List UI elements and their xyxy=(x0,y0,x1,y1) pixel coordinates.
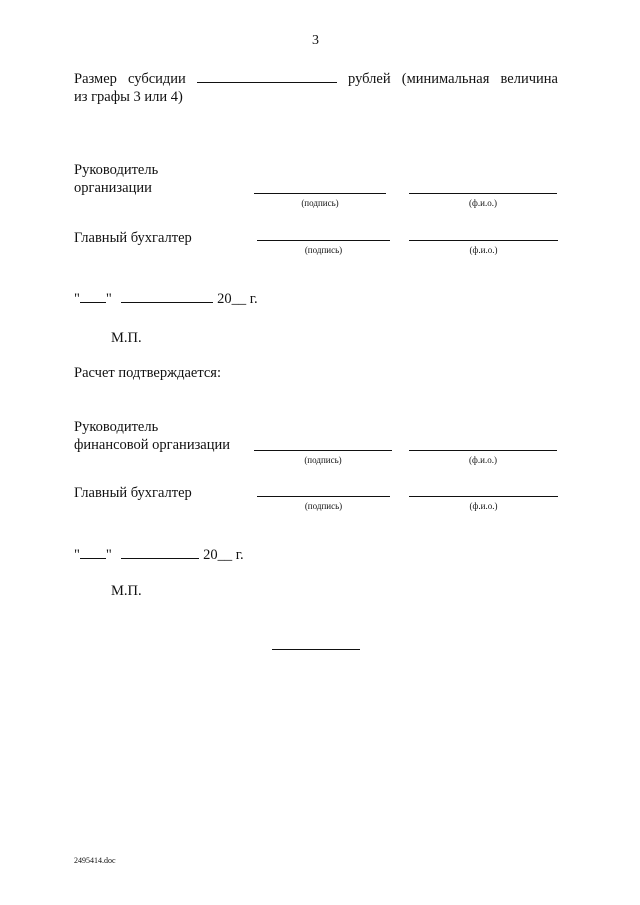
subsidy-amount-blank[interactable] xyxy=(197,70,337,83)
subsidy-word-1: Размер xyxy=(74,71,117,87)
date-close-quote: " xyxy=(105,291,112,307)
fin-date-year: 20__ г. xyxy=(203,547,244,563)
fin-accountant-name-caption: (ф.и.о.) xyxy=(469,501,498,511)
date-row xyxy=(74,290,258,308)
fin-date-row xyxy=(74,546,244,564)
head-label-line1: Руководитель xyxy=(74,162,159,178)
fin-head-signature-caption: (подпись) xyxy=(304,455,342,465)
accountant-signature-caption: (подпись) xyxy=(304,245,343,255)
fin-accountant-label: Главный бухгалтер xyxy=(74,485,192,501)
stamp-label: М.П. xyxy=(111,330,142,346)
fin-head-name-line[interactable] xyxy=(409,450,557,451)
head-signature-line[interactable] xyxy=(254,193,386,194)
head-name-caption: (ф.и.о.) xyxy=(469,198,497,208)
fin-stamp-label: М.П. xyxy=(111,583,142,599)
fin-date-day-blank[interactable] xyxy=(80,546,106,559)
fin-accountant-signature-line[interactable] xyxy=(257,496,390,497)
fin-date-open-quote: " xyxy=(74,547,80,563)
fin-accountant-signature-caption: (подпись) xyxy=(304,501,343,511)
subsidy-line-1 xyxy=(74,70,558,88)
footer-filename: 2495414.doc xyxy=(74,856,116,865)
end-separator-line xyxy=(272,649,360,650)
page-number: 3 xyxy=(312,33,319,48)
fin-date-month-blank[interactable] xyxy=(121,546,199,559)
fin-date-close-quote: " xyxy=(105,547,112,563)
fin-head-name-caption: (ф.и.о.) xyxy=(469,455,497,465)
date-open-quote: " xyxy=(74,291,80,307)
accountant-label: Главный бухгалтер xyxy=(74,230,192,246)
confirmation-text: Расчет подтверждается: xyxy=(74,365,222,381)
head-signature-caption: (подпись) xyxy=(301,198,339,208)
date-month-blank[interactable] xyxy=(121,290,213,303)
date-year: 20__ г. xyxy=(217,291,258,307)
subsidy-word-4: (минимальная xyxy=(401,71,490,87)
accountant-signature-line[interactable] xyxy=(257,240,390,241)
fin-head-label-line2: финансовой организации xyxy=(74,437,231,453)
fin-head-signature-line[interactable] xyxy=(254,450,392,451)
accountant-name-caption: (ф.и.о.) xyxy=(469,245,498,255)
head-label-line2: организации xyxy=(74,180,152,196)
fin-accountant-name-line[interactable] xyxy=(409,496,558,497)
subsidy-line-2: из графы 3 или 4) xyxy=(74,89,183,105)
subsidy-word-5: величина xyxy=(500,71,558,87)
accountant-name-line[interactable] xyxy=(409,240,558,241)
subsidy-word-3: рублей xyxy=(348,71,391,87)
subsidy-word-2: субсидии xyxy=(128,71,186,87)
date-day-blank[interactable] xyxy=(80,290,106,303)
fin-head-label-line1: Руководитель xyxy=(74,419,159,435)
head-name-line[interactable] xyxy=(409,193,557,194)
